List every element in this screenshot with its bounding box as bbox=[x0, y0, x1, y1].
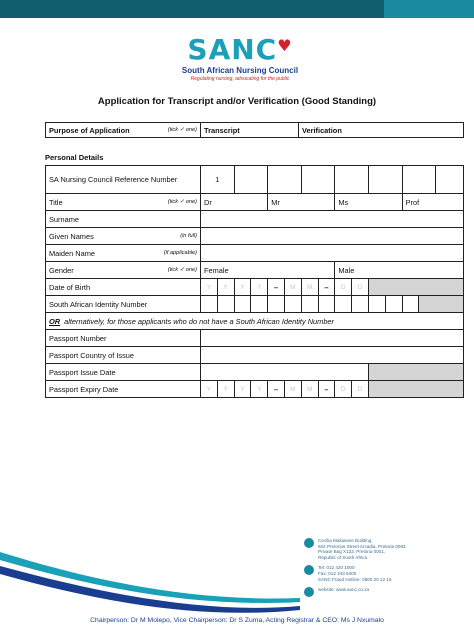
phone-icon bbox=[304, 565, 314, 575]
dob-label: Date of Birth bbox=[46, 279, 201, 296]
id-box[interactable] bbox=[368, 296, 385, 313]
date-box-y[interactable]: Y bbox=[251, 279, 268, 296]
date-box-y[interactable]: Y bbox=[234, 279, 251, 296]
globe-icon bbox=[304, 587, 314, 597]
phone-line: Fax: 012 343 5400 bbox=[318, 570, 357, 576]
sanc-ref-row bbox=[46, 166, 464, 194]
date-box-d[interactable]: D bbox=[335, 381, 352, 398]
maiden-name-label-cell: Maiden Name (if applicable) bbox=[46, 245, 201, 262]
tick-hint: (tick ✓ one) bbox=[167, 126, 197, 133]
sanc-ref-box[interactable] bbox=[368, 166, 402, 194]
date-box-y[interactable]: Y bbox=[251, 381, 268, 398]
sa-id-label: South African Identity Number bbox=[46, 296, 201, 313]
location-icon bbox=[304, 538, 314, 548]
surname-label: Surname bbox=[46, 211, 201, 228]
footer-officials: Chairperson: Dr M Molepo, Vice Chairperson: Dr S Zuma, Acting Registrar & CEO: Ms J Nxumalo bbox=[90, 617, 384, 624]
verification-option[interactable]: Verification bbox=[299, 123, 464, 138]
passport-country-label: Passport Country of Issue bbox=[46, 347, 201, 364]
shaded-cell bbox=[419, 296, 464, 313]
section-title: Personal Details bbox=[45, 153, 104, 162]
dob-row bbox=[46, 279, 464, 296]
date-separator: – bbox=[268, 279, 285, 296]
top-banner bbox=[0, 0, 474, 18]
date-box-d[interactable]: D bbox=[352, 381, 369, 398]
or-text: alternatively, for those applicants who do not have a South African Identity Number bbox=[64, 316, 335, 326]
title-label-cell: Title (tick ✓ one) bbox=[46, 194, 201, 211]
purpose-table bbox=[45, 122, 464, 138]
heart-icon: ♥ bbox=[277, 36, 293, 55]
sanc-ref-box[interactable] bbox=[234, 166, 268, 194]
id-box[interactable] bbox=[318, 296, 335, 313]
date-box-y[interactable]: Y bbox=[201, 381, 218, 398]
passport-expiry-label: Passport Expiry Date bbox=[46, 381, 201, 398]
phone-row bbox=[304, 565, 464, 582]
title-option-dr[interactable]: Dr bbox=[201, 194, 268, 211]
sanc-ref-box[interactable] bbox=[436, 166, 464, 194]
gender-option-female[interactable]: Female bbox=[201, 262, 335, 279]
date-box-y[interactable]: Y bbox=[217, 279, 234, 296]
passport-issue-row bbox=[46, 364, 464, 381]
sa-id-row bbox=[46, 296, 464, 313]
passport-number-row bbox=[46, 330, 464, 347]
sanc-logo bbox=[165, 30, 315, 84]
website-row bbox=[304, 587, 464, 597]
date-box-m[interactable]: M bbox=[301, 381, 318, 398]
date-box-d[interactable]: D bbox=[352, 279, 369, 296]
sanc-ref-label: SA Nursing Council Reference Number bbox=[46, 166, 201, 194]
address-line: 602 Pretorius Street Arcadia, Pretoria 0083 bbox=[318, 543, 406, 549]
page-title: Application for Transcript and/or Verification (Good Standing) bbox=[97, 96, 377, 107]
or-note bbox=[46, 313, 464, 330]
logo-org-name: South African Nursing Council bbox=[181, 66, 299, 75]
sanc-ref-box[interactable] bbox=[268, 166, 302, 194]
passport-country-field[interactable] bbox=[201, 347, 464, 364]
id-box[interactable] bbox=[284, 296, 301, 313]
purpose-label-cell: Purpose of Application (tick ✓ one) bbox=[46, 123, 201, 138]
personal-details-table bbox=[45, 165, 464, 398]
date-separator: – bbox=[268, 381, 285, 398]
passport-number-field[interactable] bbox=[201, 330, 464, 347]
maiden-name-field[interactable] bbox=[201, 245, 464, 262]
passport-country-row bbox=[46, 347, 464, 364]
surname-row bbox=[46, 211, 464, 228]
date-box-m[interactable]: M bbox=[301, 279, 318, 296]
date-separator: – bbox=[318, 279, 335, 296]
id-box[interactable] bbox=[234, 296, 251, 313]
id-box[interactable] bbox=[301, 296, 318, 313]
sanc-ref-box[interactable] bbox=[335, 166, 369, 194]
gender-option-male[interactable]: Male bbox=[335, 262, 464, 279]
date-box-y[interactable]: Y bbox=[201, 279, 218, 296]
title-row bbox=[46, 194, 464, 211]
maiden-name-row bbox=[46, 245, 464, 262]
website-text[interactable]: website: www.sanc.co.za bbox=[318, 587, 370, 593]
title-option-ms[interactable]: Ms bbox=[335, 194, 402, 211]
address-line: Republic of South Africa bbox=[318, 554, 368, 560]
phone-line: SANC Fraud Hotline: 0800 20 12 16 bbox=[318, 576, 392, 582]
id-box[interactable] bbox=[201, 296, 218, 313]
given-names-field[interactable] bbox=[201, 228, 464, 245]
sanc-ref-box[interactable] bbox=[402, 166, 436, 194]
date-box-y[interactable]: Y bbox=[234, 381, 251, 398]
shaded-cell bbox=[368, 279, 463, 296]
surname-field[interactable] bbox=[201, 211, 464, 228]
id-box[interactable] bbox=[268, 296, 285, 313]
address-line: Cecilia Makiwane Building, bbox=[318, 538, 373, 543]
date-box-m[interactable]: M bbox=[284, 381, 301, 398]
id-box[interactable] bbox=[335, 296, 352, 313]
top-banner-accent bbox=[384, 0, 474, 18]
gender-label-cell: Gender (tick ✓ one) bbox=[46, 262, 201, 279]
contact-block bbox=[304, 538, 464, 602]
passport-issue-field[interactable] bbox=[201, 364, 369, 381]
title-option-prof[interactable]: Prof bbox=[402, 194, 463, 211]
given-names-row bbox=[46, 228, 464, 245]
address-line: Private Bag X132, Pretoria 0001, bbox=[318, 549, 386, 555]
id-box[interactable] bbox=[352, 296, 369, 313]
date-box-m[interactable]: M bbox=[284, 279, 301, 296]
sanc-ref-box[interactable] bbox=[301, 166, 335, 194]
logo-tagline: Regulating nursing, advocating for the public bbox=[190, 76, 290, 82]
date-box-d[interactable]: D bbox=[335, 279, 352, 296]
given-names-label-cell: Given Names (in full) bbox=[46, 228, 201, 245]
passport-expiry-row bbox=[46, 381, 464, 398]
date-separator: – bbox=[318, 381, 335, 398]
passport-number-label: Passport Number bbox=[46, 330, 201, 347]
phone-line: Tel: 012 420 1000 bbox=[318, 565, 355, 571]
id-box[interactable] bbox=[217, 296, 234, 313]
shaded-cell bbox=[368, 381, 463, 398]
id-box[interactable] bbox=[385, 296, 402, 313]
or-row bbox=[46, 313, 464, 330]
gender-row bbox=[46, 262, 464, 279]
or-word: OR bbox=[49, 316, 61, 326]
passport-issue-label: Passport Issue Date bbox=[46, 364, 201, 381]
logo-wordmark: SANC♥ bbox=[187, 33, 293, 66]
date-box-y[interactable]: Y bbox=[217, 381, 234, 398]
id-box[interactable] bbox=[251, 296, 268, 313]
shaded-cell bbox=[368, 364, 463, 381]
sanc-ref-prefix: 1 bbox=[201, 166, 235, 194]
title-option-mr[interactable]: Mr bbox=[268, 194, 335, 211]
id-box[interactable] bbox=[402, 296, 419, 313]
address-row bbox=[304, 538, 464, 560]
transcript-option[interactable]: Transcript bbox=[201, 123, 299, 138]
